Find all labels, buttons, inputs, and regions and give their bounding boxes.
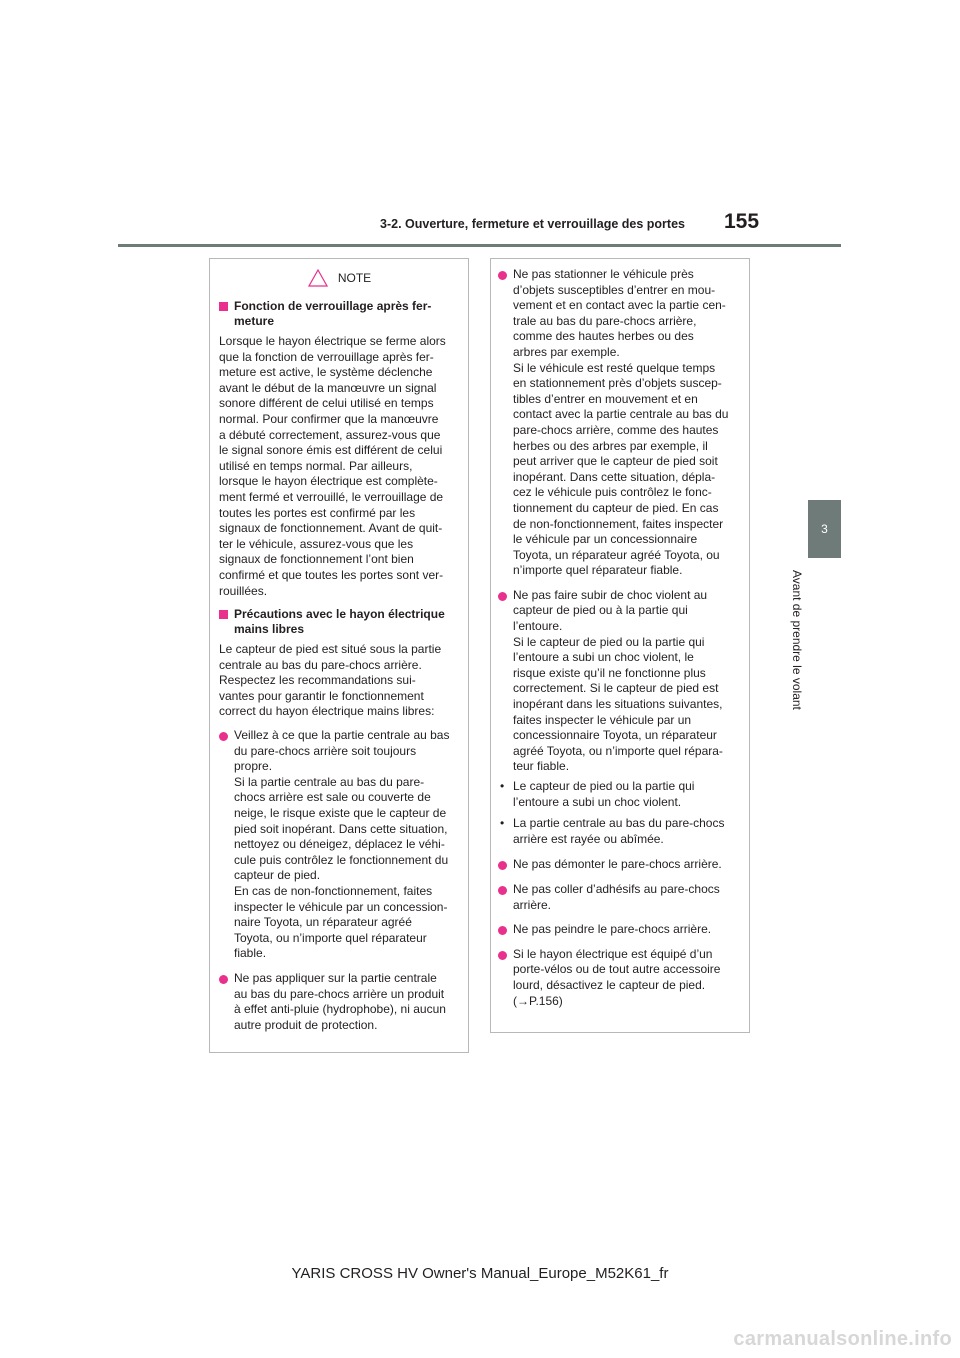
text-line: Le capteur de pied ou la partie qui: [513, 779, 695, 793]
text-line: tibles d’entrer en mouvement et en: [513, 391, 698, 406]
text-line: correctement. Si le capteur de pied est: [513, 681, 719, 696]
text-line: Si le capteur de pied ou la partie qui: [513, 634, 705, 649]
text-line: agréé Toyota, ou n’importe quel répara-: [513, 743, 723, 758]
text-line: meture est active, le système déclenche: [219, 365, 433, 380]
text-line: contact avec la partie centrale au bas du: [513, 407, 729, 422]
text-line: en stationnement près d’objets suscep-: [513, 376, 722, 391]
text-line: Ne pas appliquer sur la partie centrale: [234, 970, 437, 985]
text-line: herbes ou des arbres par exemple, il: [513, 438, 708, 453]
list-item-text: [513, 588, 741, 775]
text-line: propre.: [234, 759, 273, 774]
text-line: à effet anti-pluie (hydrophobe), ni aucun: [234, 1002, 446, 1017]
header-rule: [118, 244, 841, 247]
text-line: rouillées.: [219, 583, 268, 598]
text-line: arrière.: [513, 897, 552, 912]
note-box-left: [209, 258, 469, 1053]
text-line: inopérant. Dans cette situation, dépla-: [513, 469, 716, 484]
text-line: l’entoure.: [513, 619, 563, 634]
paragraph-locking: [219, 334, 460, 599]
text-line: Si le hayon électrique est équipé d’un: [513, 946, 713, 961]
text-line: Fonction de verrouillage après fer-: [234, 299, 432, 313]
text-line: l’entoure a subi un choc violent, le: [513, 650, 694, 665]
text-line: peut arriver que le capteur de pied soit: [513, 454, 718, 469]
text-line: n’importe quel réparateur fiable.: [513, 563, 683, 578]
text-line: sonore différent de celui utilisé en temps: [219, 396, 434, 411]
watermark: carmanualsonline.info: [733, 1328, 952, 1350]
text-line: vantes pour garantir le fonctionnement: [219, 688, 424, 703]
chapter-tab: [808, 500, 841, 558]
section-heading-text: [234, 607, 445, 637]
text-line: inopérant dans les situations suivantes,: [513, 697, 723, 712]
section-title: 3-2. Ouverture, fermeture et verrouillage des portes: [380, 217, 685, 231]
list-item: [498, 882, 741, 913]
text-line: naire Toyota, un réparateur agréé: [234, 915, 412, 930]
list-item-text: [234, 971, 460, 1033]
text-line: Si la partie centrale au bas du pare-: [234, 774, 425, 789]
text-line: autre produit de protection.: [234, 1017, 378, 1032]
text-line: Respectez les recommandations sui-: [219, 673, 416, 688]
note-label: NOTE: [337, 271, 372, 285]
text-line: Si le véhicule est resté quelque temps: [513, 360, 716, 375]
circle-bullet-icon: [219, 975, 228, 984]
text-line: vement et en contact avec la partie cen-: [513, 298, 726, 313]
text-line: correct du hayon électrique mains libres:: [219, 704, 435, 719]
text-line: toutes les portes est confirmé par les: [219, 505, 416, 520]
text-line: pare-chocs arrière, comme des hautes: [513, 422, 719, 437]
page-number: 155: [724, 210, 760, 233]
sub-list-item-text: [513, 816, 741, 847]
text-line: utilisé en temps normal. Par ailleurs,: [219, 458, 413, 473]
sub-list-item: [498, 779, 741, 810]
sub-bullet-marker: •: [500, 779, 505, 793]
text-line: nettoyez ou déneigez, déplacez le véhi-: [234, 837, 445, 852]
text-line: Le capteur de pied est situé sous la partie: [219, 642, 442, 657]
text-line: que la fonction de verrouillage après fer-: [219, 349, 434, 364]
text-line: risque existe qu’il ne fonctionne plus: [513, 665, 706, 680]
text-line: La partie centrale au bas du pare-chocs: [513, 816, 725, 831]
text-line: Toyota, ou n’importe quel réparateur: [234, 930, 427, 945]
text-line: cez le véhicule puis contrôlez le fonc-: [513, 485, 712, 500]
manual-footer: YARIS CROSS HV Owner's Manual_Europe_M52K61_fr: [291, 1265, 669, 1282]
text-line: avant le début de la manœuvre un signal: [219, 380, 437, 395]
text-line: Ne pas stationner le véhicule près: [513, 267, 694, 281]
text-line: Ne pas coller d’adhésifs au pare-chocs: [513, 881, 720, 896]
sub-list-item-text: [513, 779, 741, 810]
text-line: de non-fonctionnement, faites inspecter: [513, 516, 724, 531]
section-heading-precautions: [219, 607, 460, 637]
circle-bullet-icon: [498, 886, 507, 895]
note-header: [219, 267, 460, 289]
text-line: lourd, désactivez le capteur de pied.: [513, 977, 706, 992]
text-line: neige, le risque existe que le capteur de: [234, 806, 447, 821]
text-line: Toyota, un réparateur agréé Toyota, ou: [513, 547, 720, 562]
text-line: ment fermé et verrouillé, le verrouillage de: [219, 489, 444, 504]
text-line: ter le véhicule, assurez-vous que les: [219, 536, 414, 551]
square-bullet-icon: [219, 610, 228, 619]
text-line: capteur de pied.: [234, 868, 321, 883]
text-line: teur fiable.: [513, 759, 570, 774]
text-line: chocs arrière est sale ou couverte de: [234, 790, 431, 805]
text-line: pied soit inopérant. Dans cette situation,: [234, 821, 448, 836]
text-line: Ne pas peindre le pare-chocs arrière.: [513, 922, 712, 937]
text-line: (→P.156): [513, 993, 563, 1008]
text-line: le véhicule par un concessionnaire: [513, 532, 698, 547]
text-line: trale au bas du pare-chocs arrière,: [513, 313, 697, 328]
chapter-label: [790, 570, 810, 740]
list-item-text: [513, 857, 741, 873]
text-line: arrière est rayée ou abîmée.: [513, 831, 664, 846]
text-line: tionnement du capteur de pied. En cas: [513, 500, 719, 515]
square-bullet-icon: [219, 302, 228, 311]
text-line: inspecter le véhicule par un concession-: [234, 899, 448, 914]
text-line: Précautions avec le hayon électrique: [234, 607, 445, 622]
list-item-text: [513, 947, 741, 1009]
note-box-right: [490, 258, 750, 1033]
circle-bullet-icon: [498, 861, 507, 870]
list-item-text: [513, 267, 741, 579]
text-line: au bas du pare-chocs arrière un produit: [234, 986, 445, 1001]
paragraph-precautions: [219, 642, 460, 720]
circle-bullet-icon: [219, 732, 228, 741]
list-item: [219, 728, 460, 962]
sub-bullet-marker: •: [500, 816, 505, 831]
text-line: meture: [234, 314, 275, 328]
text-line: concessionnaire Toyota, un réparateur: [513, 728, 717, 743]
warning-triangle-icon: [308, 269, 328, 287]
text-line: faites inspecter le véhicule par un: [513, 712, 692, 727]
text-line: normal. Pour confirmer que la manœuvre: [219, 411, 439, 426]
text-line: signaux de fonctionnement l’ont bien: [219, 552, 414, 567]
list-item-text: [234, 728, 460, 962]
list-item: [498, 922, 741, 938]
circle-bullet-icon: [498, 592, 507, 601]
text-line: Veillez à ce que la partie centrale au bas: [234, 728, 450, 743]
text-line: Ne pas faire subir de choc violent au: [513, 587, 708, 602]
list-item: [219, 971, 460, 1033]
chapter-label-text: Avant de prendre le volant: [790, 570, 804, 710]
chapter-number: 3: [821, 522, 828, 536]
text-line: comme des hautes herbes ou des: [513, 329, 694, 344]
text-line: mains libres: [234, 622, 305, 637]
text-line: fiable.: [234, 946, 267, 961]
list-item: [498, 857, 741, 873]
text-line: l’entoure a subi un choc violent.: [513, 794, 682, 809]
text-line: d’objets susceptibles d’entrer en mou-: [513, 282, 716, 297]
text-line: capteur de pied ou à la partie qui: [513, 603, 688, 618]
text-line: le signal sonore émis est différent de celui: [219, 443, 443, 458]
text-line: Ne pas démonter le pare-chocs arrière.: [513, 857, 722, 872]
list-item-text: [513, 882, 741, 913]
circle-bullet-icon: [498, 926, 507, 935]
list-item: [498, 588, 741, 775]
text-line: confirmé et que toutes les portes sont ver-: [219, 567, 444, 582]
text-line: Lorsque le hayon électrique se ferme alors: [219, 334, 446, 348]
circle-bullet-icon: [498, 271, 507, 280]
text-line: lorsque le hayon électrique est complète-: [219, 474, 438, 489]
section-heading-locking: [219, 299, 460, 329]
text-line: centrale au bas du pare-chocs arrière.: [219, 657, 422, 672]
circle-bullet-icon: [498, 951, 507, 960]
section-heading-text: [234, 299, 431, 329]
text-line: En cas de non-fonctionnement, faites: [234, 884, 433, 898]
text-line: arbres par exemple.: [513, 344, 620, 359]
text-line: porte-vélos ou de tout autre accessoire: [513, 962, 721, 977]
text-line: du pare-chocs arrière soit toujours: [234, 743, 417, 758]
text-line: cule puis contrôlez le fonctionnement du: [234, 852, 449, 867]
text-line: signaux de fonctionnement. Avant de quit-: [219, 521, 443, 536]
list-item-text: [513, 922, 741, 938]
list-item: [498, 267, 741, 579]
list-item: [498, 947, 741, 1009]
text-line: a débuté correctement, assurez-vous que: [219, 427, 441, 442]
sub-list-item: [498, 816, 741, 847]
